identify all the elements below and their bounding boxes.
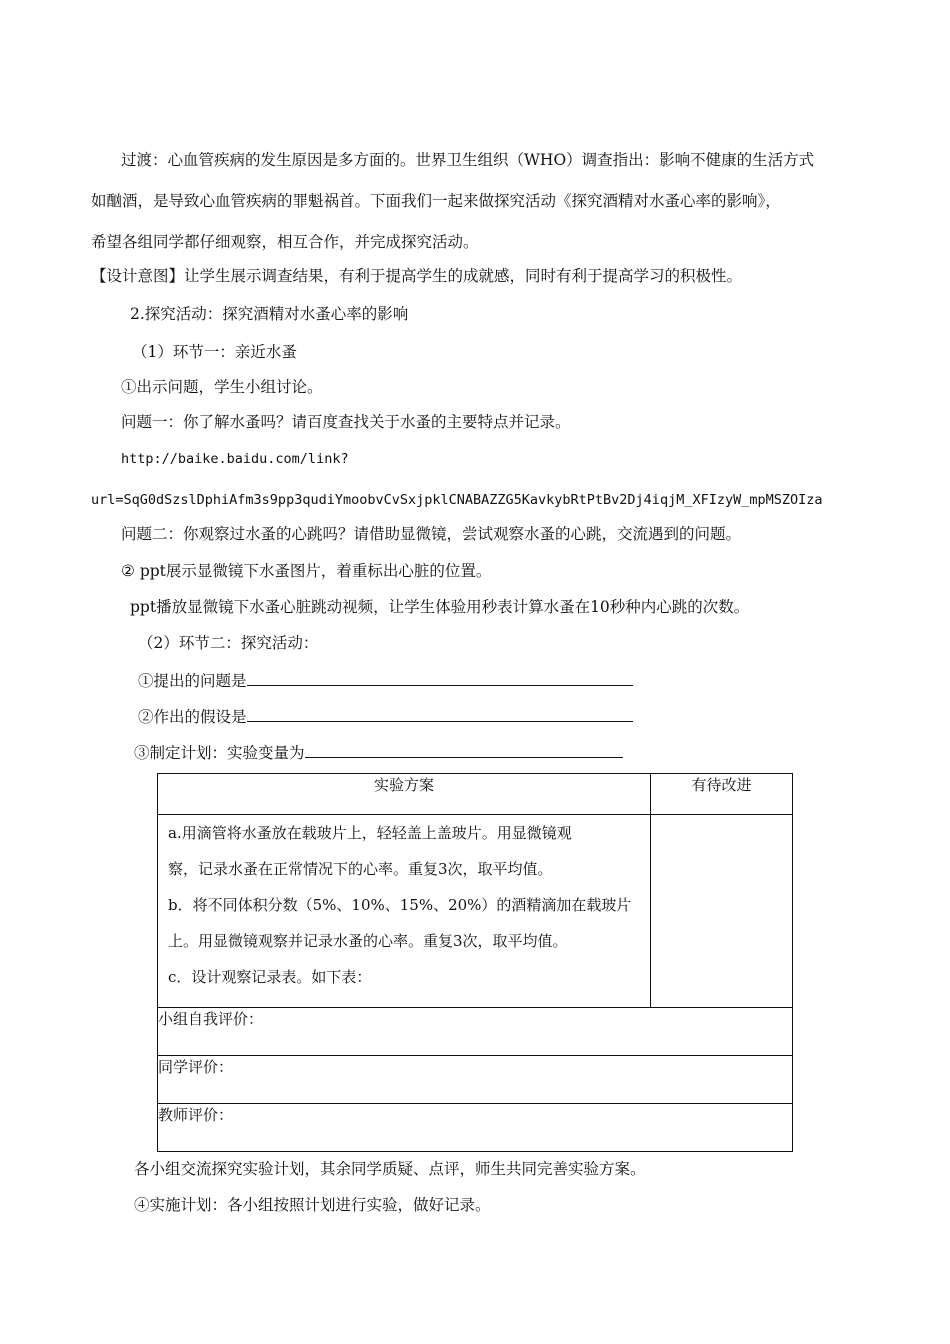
ppt-video-line: ppt播放显微镜下水蚤心脏跳动视频，让学生体验用秒表计算水蚤在10秒种内心跳的次数。 (130, 598, 750, 616)
plan-step-a-line-2: 察，记录水蚤在正常情况下的心率。重复3次，取平均值。 (168, 860, 553, 878)
plan-step-b-line-1: b．将不同体积分数（5%、10%、15%、20%）的酒精滴加在载玻片 (168, 896, 632, 914)
variable-blank (305, 741, 623, 758)
self-eval-cell: 小组自我评价： (158, 1008, 793, 1056)
peer-eval-row (158, 1056, 793, 1104)
transition-paragraph-line-3: 希望各组同学都仔细观察，相互合作，并完成探究活动。 (91, 233, 479, 251)
improve-header-cell: 有待改进 (651, 774, 793, 815)
peer-eval-cell: 同学评价： (158, 1056, 793, 1104)
teacher-eval-row (158, 1104, 793, 1152)
hypothesis-blank-line (138, 705, 633, 727)
question-1: 问题一：你了解水蚤吗？请百度查找关于水蚤的主要特点并记录。 (121, 413, 571, 431)
plan-step-a-line-1: a.用滴管将水蚤放在载玻片上，轻轻盖上盖玻片。用显微镜观 (168, 824, 572, 842)
activity-title: 2.探究活动：探究酒精对水蚤心率的影响 (130, 305, 409, 323)
plan-steps-row (158, 815, 793, 1008)
step2-title: （2）环节二：探究活动： (138, 634, 319, 652)
url-line-2: url=SqG0dSzslDphiAfm3s9pp3qudiYmoobvCvSxjpklCNABAZZG5KavkybRtPtBv2Dj4iqjM_XFIzyW_mpMSZOIza (91, 492, 823, 508)
question-blank (247, 669, 633, 686)
step1-item-2: ② ppt展示显微镜下水蚤图片，着重标出心脏的位置。 (121, 562, 492, 580)
implement-line: ④实施计划：各小组按照计划进行实验，做好记录。 (134, 1196, 491, 1214)
variable-blank-label: ③制定计划：实验变量为 (134, 744, 305, 762)
teacher-eval-cell: 教师评价： (158, 1104, 793, 1152)
variable-blank-line (134, 741, 623, 763)
design-intent: 【设计意图】让学生展示调查结果，有利于提高学生的成就感，同时有利于提高学习的积极性。 (91, 267, 743, 285)
exchange-line: 各小组交流探究实验计划，其余同学质疑、点评，师生共同完善实验方案。 (134, 1160, 646, 1178)
step1-item-1: ①出示问题，学生小组讨论。 (121, 378, 323, 396)
plan-step-c: c．设计观察记录表。如下表： (168, 968, 372, 986)
question-blank-label: ①提出的问题是 (138, 672, 247, 690)
hypothesis-blank-label: ②作出的假设是 (138, 708, 247, 726)
plan-table-header-row (158, 774, 793, 815)
transition-paragraph-line-1: 过渡：心血管疾病的发生原因是多方面的。世界卫生组织（WHO）调查指出：影响不健康的生活方式 (121, 151, 815, 169)
question-blank-line (138, 669, 633, 691)
hypothesis-blank (247, 705, 633, 722)
plan-header-cell: 实验方案 (158, 774, 651, 815)
question-2: 问题二：你观察过水蚤的心跳吗？请借助显微镜，尝试观察水蚤的心跳，交流遇到的问题。 (121, 525, 742, 543)
url-line-1: http://baike.baidu.com/link? (121, 451, 349, 467)
plan-steps-cell (158, 815, 651, 1008)
self-eval-row (158, 1008, 793, 1056)
plan-step-b-line-2: 上。用显微镜观察并记录水蚤的心率。重复3次，取平均值。 (168, 932, 568, 950)
transition-paragraph-line-2: 如酗酒，是导致心血管疾病的罪魁祸首。下面我们一起来做探究活动《探究酒精对水蚤心率的影响》， (91, 192, 781, 210)
experiment-plan-table (157, 773, 793, 1152)
improve-cell (651, 815, 793, 1008)
step1-title: （1）环节一：亲近水蚤 (132, 343, 297, 361)
